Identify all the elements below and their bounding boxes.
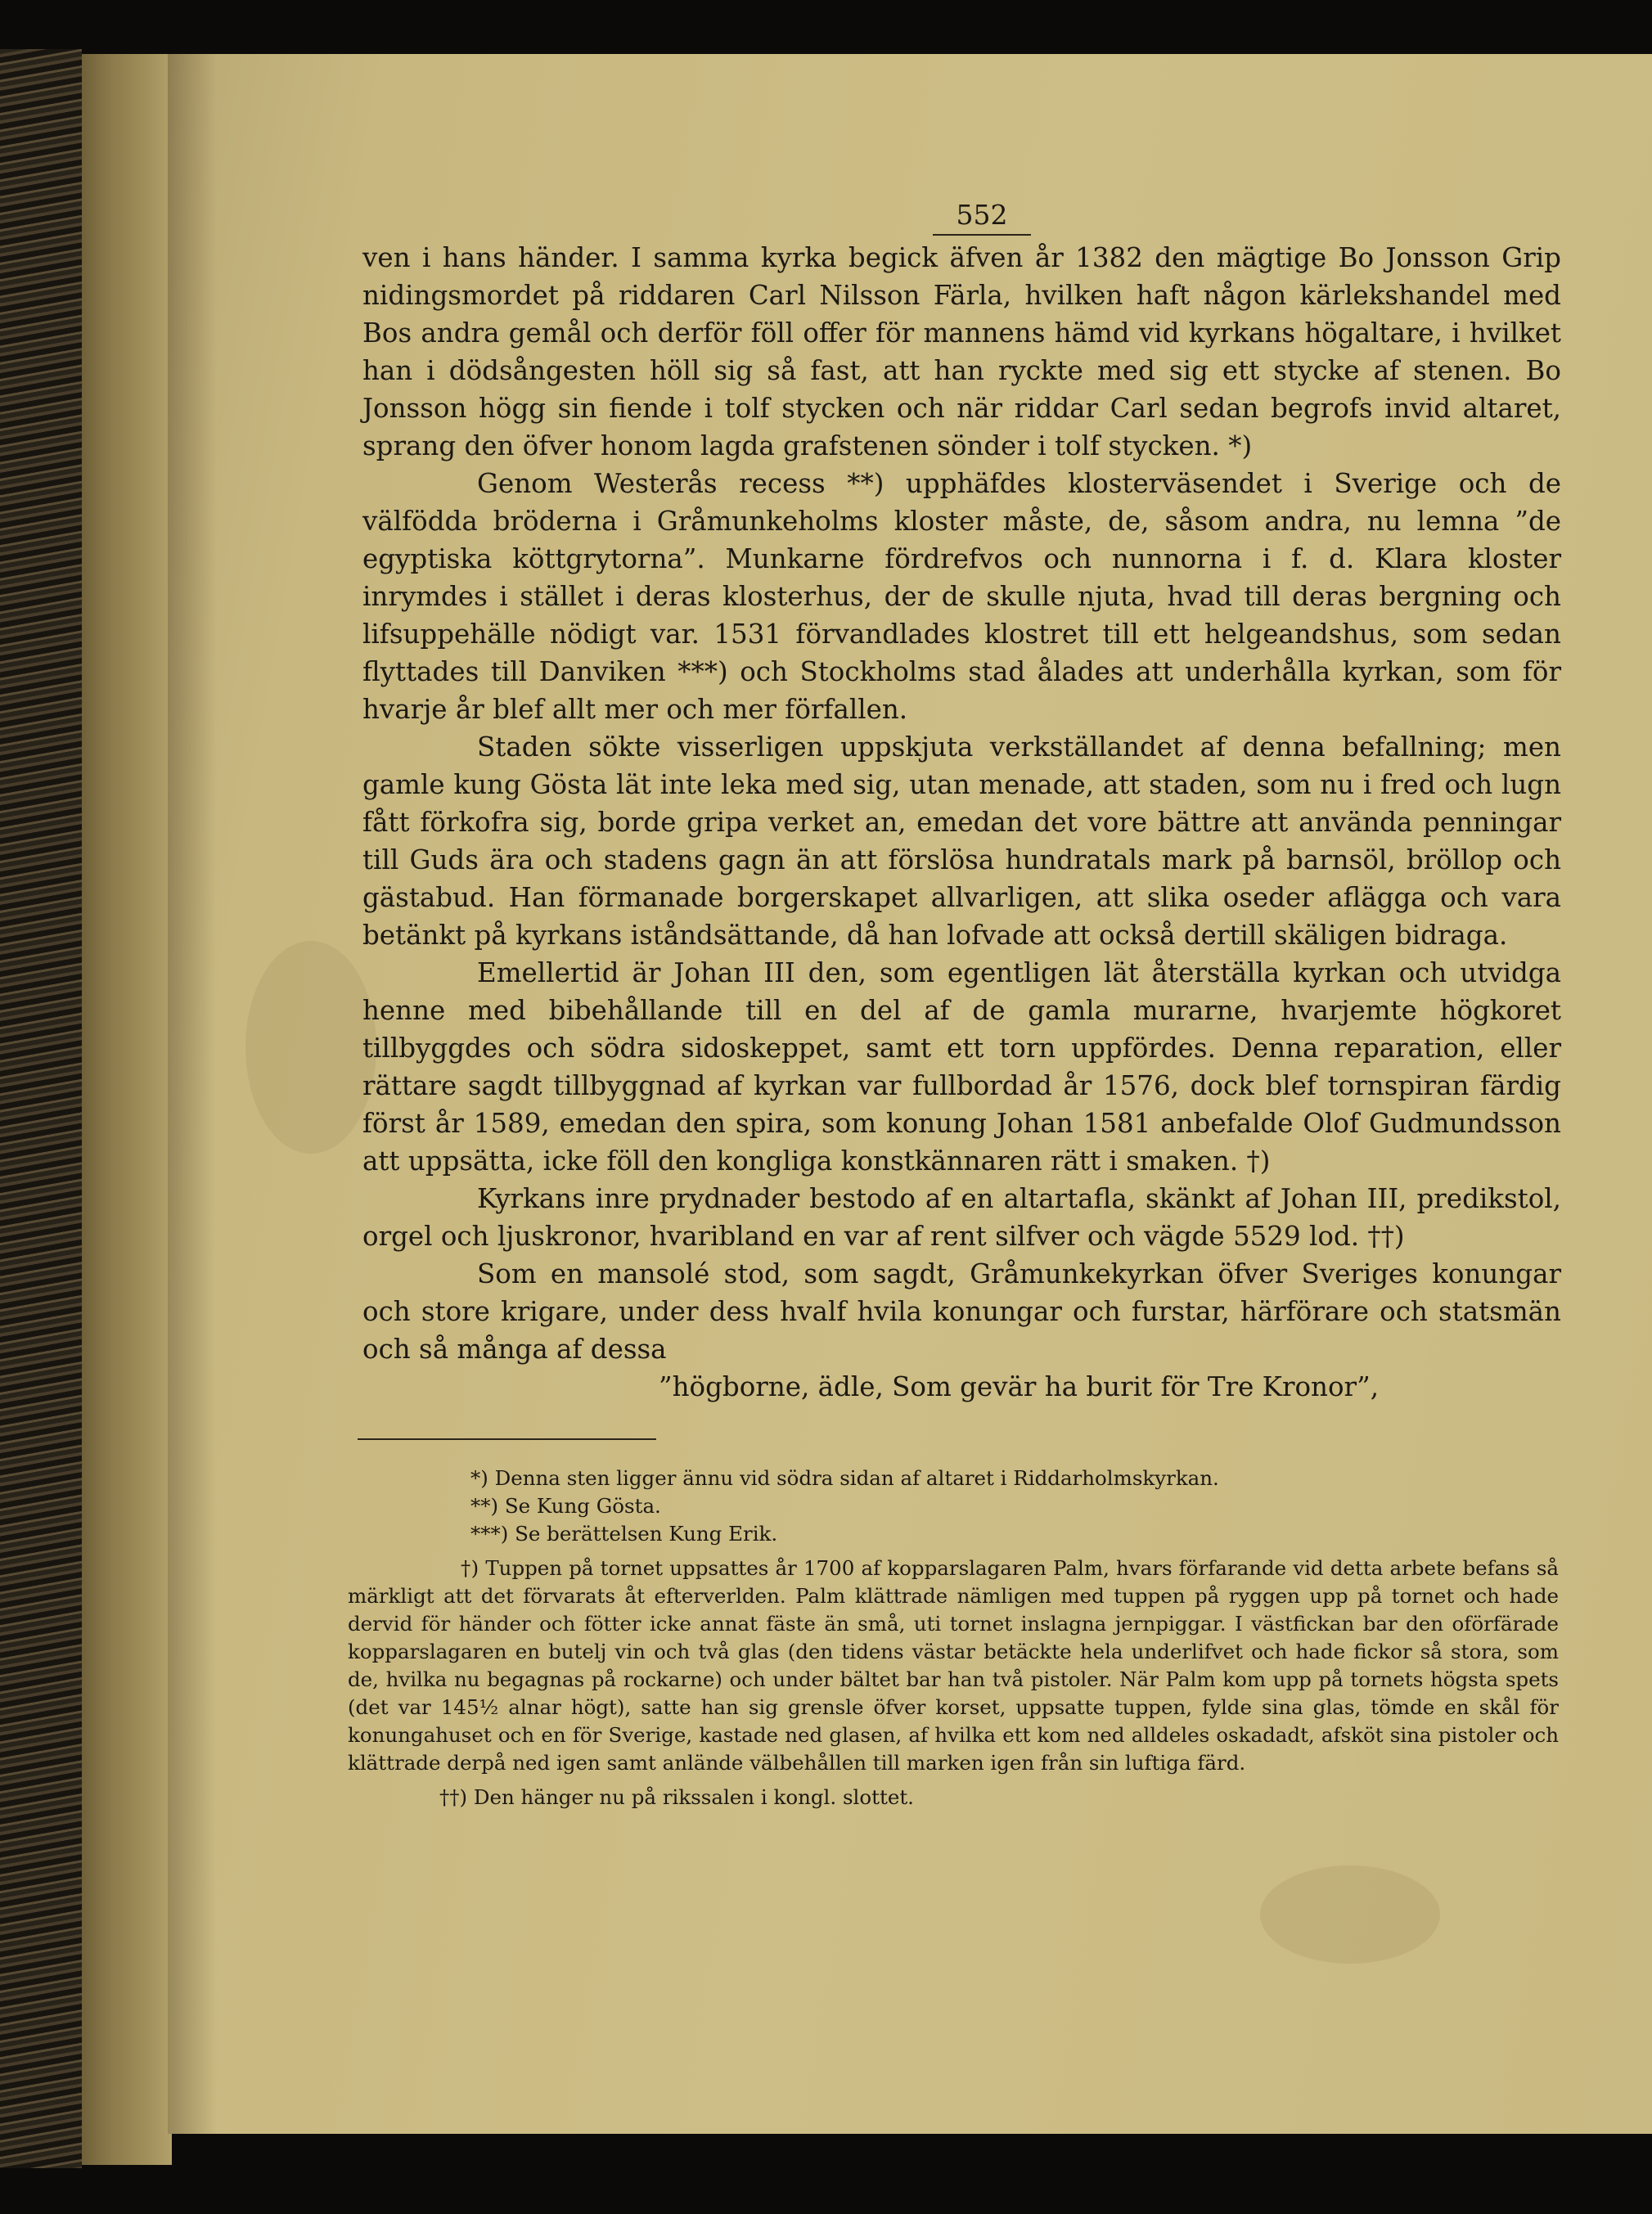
footnote: †) Tuppen på tornet uppsattes år 1700 af kopparslagaren Palm, hvars förfarande vid detta arbete befans så märkligt att det förvarats åt efterverlden. Palm klättrade nämligen med tuppen på ryggen upp på tornet och hade dervid för händer och fötter icke annat fäste än små, uti tornet inslagna jernpiggar. I västfickan bar den oförfärade kopparslagaren en butelj vin och två glas (den tidens västar betäckte hela underlifvet och hade fickor så stora, som de, hvilka nu begagnas på rockarne) och under bältet bar han två pistoler. När Palm kom upp på tornets högsta spets (det var 145½ alnar högt), satte han sig grensle öfver korset, uppsatte tuppen, fylde sina glas, tömde en skål för konungahuset och en för Sverige, kastade ned glasen, af hvilka ett kom ned alldeles oskadadt, afsköt sina pistoler och klättrade derpå ned igen samt anlände välbehållen till marken igen från sin luftiga färd.	[348, 1556, 1559, 1775]
gutter-shadow	[168, 54, 217, 2134]
paragraph: ven i hans händer. I samma kyrka begick äfven år 1382 den mägtige Bo Jonsson Grip nidingsmordet på riddaren Carl Nilsson Färla, hvilken haft någon kärlekshandel med Bos andra gemål och derför föll offer för mannens hämd vid kyrkans högaltare, i hvilket han i dödsångesten höll sig så fast, att han ryckte med sig ett stycke af stenen. Bo Jonsson högg sin fiende i tolf stycken och när riddar Carl sedan begrofs invid altaret, sprang den öfver honom lagda grafstenen sönder i tolf stycken. *)	[362, 242, 1561, 461]
main-text	[362, 239, 1561, 1406]
footnote: ††) Den hänger nu på rikssalen i kongl. slottet.	[439, 1785, 914, 1809]
paragraph: Som en mansolé stod, som sagdt, Gråmunkekyrkan öfver Sveriges konungar och store krigare, under dess hvalf hvila konungar och furstar, härförare och statsmän och så många af dessa	[362, 1258, 1561, 1365]
paragraph: Emellertid är Johan III den, som egentligen lät återställa kyrkan och utvidga henne med bibehållande till en del af de gamla murarne, hvarjemte högkoret tillbyggdes och södra sidoskeppet, samt ett torn uppfördes. Denna reparation, eller rättare sagdt tillbyggnad af kyrkan var fullbordad år 1576, dock blef tornspiran färdig först år 1589, emedan den spira, som konung Johan 1581 anbefalde Olof Gudmundsson att uppsätta, icke föll den kongliga konstkännaren rätt i smaken. †)	[362, 957, 1561, 1177]
paragraph: Kyrkans inre prydnader bestodo af en altartafla, skänkt af Johan III, predikstol, orgel och ljuskronor, hvaribland en var af rent silfver och vägde 5529 lod. ††)	[362, 1183, 1561, 1252]
page-edges	[82, 54, 172, 2165]
footnotes	[348, 1465, 1559, 1811]
footnote-divider	[358, 1438, 656, 1440]
footnote: ***) Se berättelsen Kung Erik.	[470, 1522, 778, 1546]
footnote: **) Se Kung Gösta.	[470, 1494, 661, 1518]
page-number: 552	[933, 199, 1031, 236]
book-spine	[0, 49, 82, 2168]
verse-quote: ”högborne, ädle, Som gevär ha burit för Tre Kronor”,	[659, 1371, 1380, 1402]
paragraph: Staden sökte visserligen uppskjuta verkställandet af denna befallning; men gamle kung Gösta lät inte leka med sig, utan menade, att staden, som nu i fred och lugn fått förkofra sig, borde gripa verket an, emedan det vore bättre att använda penningar till Guds ära och stadens gagn än att förslösa hundratals mark på barnsöl, bröllop och gästabud. Han förmanade borgerskapet allvarligen, att slika oseder aflägga och vara betänkt på kyrkans iståndsättande, då han lofvade att också dertill skäligen bidraga.	[362, 731, 1561, 951]
paper-stain	[1260, 1865, 1440, 1964]
paper-stain	[245, 941, 376, 1154]
paragraph: Genom Westerås recess **) upphäfdes klosterväsendet i Sverige och de välfödda bröderna i Gråmunkeholms kloster måste, de, såsom andra, nu lemna ”de egyptiska köttgrytorna”. Munkarne fördrefvos och nunnorna i f. d. Klara kloster inrymdes i stället i deras klosterhus, der de skulle njuta, hvad till deras bergning och lifsuppehälle nödigt var. 1531 förvandlades klostret till ett helgeandshus, som sedan flyttades till Danviken ***) och Stockholms stad ålades att underhålla kyrkan, som för hvarje år blef allt mer och mer förfallen.	[362, 468, 1561, 725]
footnote: *) Denna sten ligger ännu vid södra sidan af altaret i Riddarholmskyrkan.	[470, 1466, 1219, 1490]
